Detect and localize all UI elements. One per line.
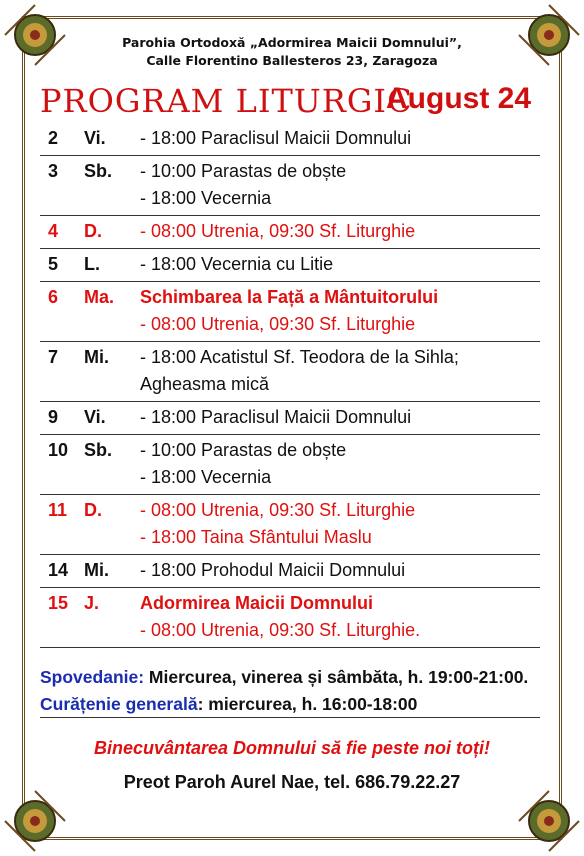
schedule-events bbox=[140, 555, 540, 588]
schedule-row bbox=[40, 156, 540, 216]
ornament-corner-icon bbox=[0, 0, 70, 70]
schedule-weekday: J. bbox=[84, 588, 140, 648]
confession-info bbox=[40, 667, 560, 688]
cleaning-label: Curățenie generală bbox=[40, 694, 198, 714]
confession-label: Spovedanie: bbox=[40, 667, 145, 687]
schedule-weekday: Sb. bbox=[84, 435, 140, 495]
ornament-corner-icon bbox=[514, 786, 584, 856]
schedule-weekday: Sb. bbox=[84, 156, 140, 216]
schedule-events bbox=[140, 402, 540, 435]
schedule-table bbox=[40, 123, 540, 648]
schedule-day: 5 bbox=[40, 249, 84, 282]
schedule-day: 7 bbox=[40, 342, 84, 402]
schedule-row bbox=[40, 555, 540, 588]
schedule-weekday: Mi. bbox=[84, 342, 140, 402]
schedule-row bbox=[40, 249, 540, 282]
priest-contact: Preot Paroh Aurel Nae, tel. 686.79.22.27 bbox=[123, 772, 461, 792]
schedule-row bbox=[40, 588, 540, 648]
event-line: - 18:00 Vecernia bbox=[140, 188, 272, 208]
schedule-day: 9 bbox=[40, 402, 84, 435]
schedule-weekday: L. bbox=[84, 249, 140, 282]
schedule-weekday: D. bbox=[84, 216, 140, 249]
blessing-text: Binecuvântarea Domnului să fie peste noi toți! bbox=[93, 738, 491, 758]
schedule-day: 2 bbox=[40, 123, 84, 156]
event-line: - 10:00 Parastas de obște bbox=[140, 440, 347, 460]
schedule-weekday: Vi. bbox=[84, 123, 140, 156]
event-line: - 08:00 Utrenia, 09:30 Sf. Liturghie. bbox=[140, 620, 421, 640]
schedule-day: 6 bbox=[40, 282, 84, 342]
parish-name: Parohia Ortodoxă „Adormirea Maicii Domnului”, bbox=[122, 35, 462, 50]
schedule-events bbox=[140, 342, 540, 402]
event-line: - 08:00 Utrenia, 09:30 Sf. Liturghie bbox=[140, 221, 416, 241]
schedule-weekday: D. bbox=[84, 495, 140, 555]
schedule-events bbox=[140, 249, 540, 282]
event-line: - 18:00 Acatistul Sf. Teodora de la Sihla; bbox=[140, 347, 459, 367]
schedule-events bbox=[140, 216, 540, 249]
parish-address: Calle Florentino Ballesteros 23, Zaragoza bbox=[146, 53, 438, 68]
ornament-corner-icon bbox=[0, 786, 70, 856]
schedule-row bbox=[40, 123, 540, 156]
feast-name: Schimbarea la Față a Mântuitorului bbox=[140, 287, 439, 307]
schedule-row bbox=[40, 216, 540, 249]
schedule-day: 3 bbox=[40, 156, 84, 216]
event-line: Agheasma mică bbox=[140, 374, 270, 394]
program-title: PROGRAM LITURGIC bbox=[40, 82, 413, 120]
cleaning-text: : miercurea, h. 16:00-18:00 bbox=[197, 694, 418, 714]
schedule-weekday: Vi. bbox=[84, 402, 140, 435]
event-line: - 18:00 Taina Sfântului Maslu bbox=[140, 527, 372, 547]
event-line: - 18:00 Vecernia bbox=[140, 467, 272, 487]
month-title: August 24 bbox=[386, 82, 532, 115]
event-line: - 18:00 Paraclisul Maicii Domnului bbox=[140, 407, 412, 427]
ornament-corner-icon bbox=[514, 0, 584, 70]
cleaning-info bbox=[40, 694, 560, 715]
schedule-day: 15 bbox=[40, 588, 84, 648]
schedule-weekday: Ma. bbox=[84, 282, 140, 342]
event-line: - 10:00 Parastas de obște bbox=[140, 161, 347, 181]
schedule-row bbox=[40, 495, 540, 555]
event-line: - 18:00 Paraclisul Maicii Domnului bbox=[140, 128, 412, 148]
schedule-events bbox=[140, 156, 540, 216]
schedule-row bbox=[40, 402, 540, 435]
confession-text: Miercurea, vinerea și sâmbăta, h. 19:00-21:00. bbox=[144, 667, 529, 687]
page-title bbox=[40, 80, 550, 122]
schedule-day: 11 bbox=[40, 495, 84, 555]
schedule-row bbox=[40, 342, 540, 402]
event-line: - 18:00 Prohodul Maicii Domnului bbox=[140, 560, 406, 580]
event-line: - 08:00 Utrenia, 09:30 Sf. Liturghie bbox=[140, 314, 416, 334]
schedule-events bbox=[140, 588, 540, 648]
schedule-weekday: Mi. bbox=[84, 555, 140, 588]
event-line: - 18:00 Vecernia cu Litie bbox=[140, 254, 334, 274]
event-line: - 08:00 Utrenia, 09:30 Sf. Liturghie bbox=[140, 500, 416, 520]
schedule-row bbox=[40, 435, 540, 495]
schedule-events bbox=[140, 495, 540, 555]
schedule-day: 14 bbox=[40, 555, 84, 588]
schedule-events bbox=[140, 282, 540, 342]
feast-name: Adormirea Maicii Domnului bbox=[140, 593, 374, 613]
schedule-day: 4 bbox=[40, 216, 84, 249]
divider bbox=[40, 717, 540, 718]
schedule-events bbox=[140, 435, 540, 495]
schedule-day: 10 bbox=[40, 435, 84, 495]
schedule-row bbox=[40, 282, 540, 342]
schedule-events bbox=[140, 123, 540, 156]
